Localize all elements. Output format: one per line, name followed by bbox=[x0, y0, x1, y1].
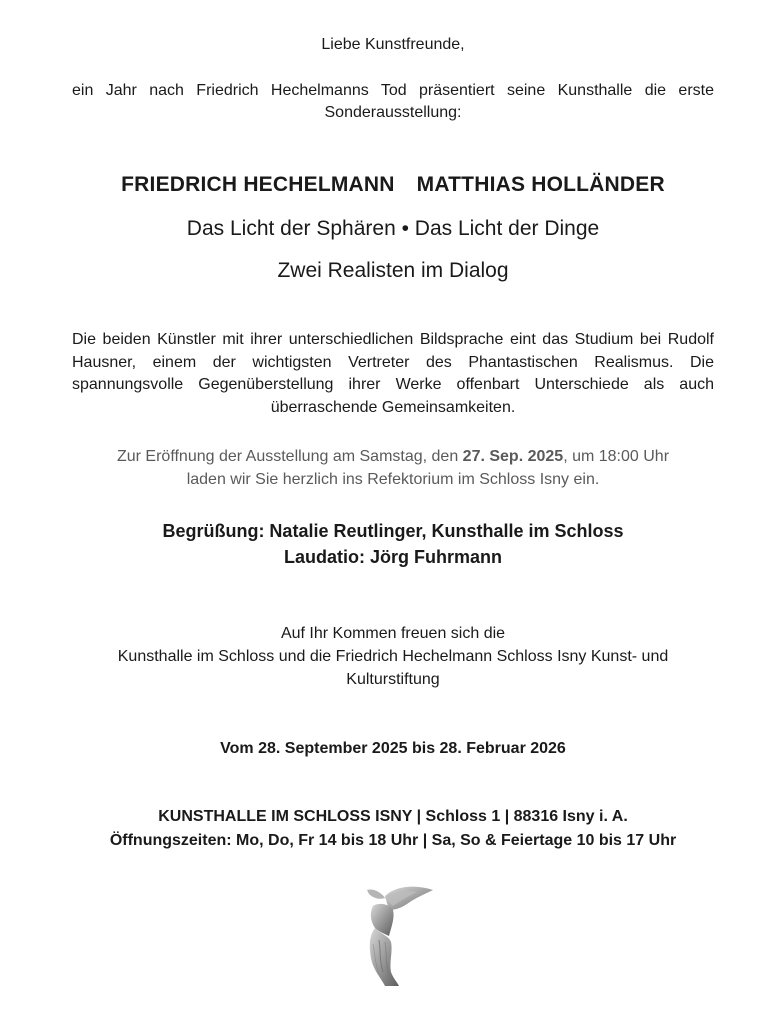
exhibition-tagline: Zwei Realisten im Dialog bbox=[277, 259, 509, 282]
exhibition-dates: Vom 28. September 2025 bis 28. Februar 2026 bbox=[220, 740, 566, 757]
artist-names bbox=[72, 170, 714, 200]
address-line: KUNSTHALLE IM SCHLOSS ISNY | Schloss 1 | 88316 Isny i. A. bbox=[158, 808, 628, 825]
welcome-speaker: Begrüßung: Natalie Reutlinger, Kunsthalle im Schloss bbox=[162, 521, 624, 541]
closing-line-1: Auf Ihr Kommen freuen sich die bbox=[280, 625, 506, 642]
opening-date: 27. Sep. 2025 bbox=[462, 448, 564, 465]
artist-name-hechelmann: FRIEDRICH HECHELMANN bbox=[121, 173, 395, 196]
artist-name-hollaender: MATTHIAS HOLLÄNDER bbox=[416, 173, 665, 196]
winged-statue-icon bbox=[355, 884, 435, 988]
exhibition-subtitle: Das Licht der Sphären • Das Licht der Dinge bbox=[186, 217, 600, 240]
opening-time: , um 18:00 Uhr bbox=[563, 448, 670, 465]
greeting: Liebe Kunstfreunde, bbox=[321, 36, 465, 53]
closing-line-2: Kunsthalle im Schloss und die Friedrich Hechelmann Schloss Isny Kunst- und Kulturstiftung bbox=[117, 648, 669, 688]
intro-text: ein Jahr nach Friedrich Hechelmanns Tod präsentiert seine Kunsthalle die erste Sonderausstellung: bbox=[72, 82, 714, 121]
venue-address bbox=[72, 805, 714, 853]
exhibition-description: Die beiden Künstler mit ihrer unterschiedlichen Bildsprache eint das Studium bei Rudolf Hausner, einem der wichtigsten Vertreter des Phantastischen Realismus. Die spannungsvolle Gegenüberstellung ihrer Werke offenbart Unterschiede als auch überraschende Gemeinsamkeiten. bbox=[72, 331, 714, 416]
opening-line-1 bbox=[72, 445, 714, 468]
opening-info bbox=[72, 445, 714, 491]
opening-hours: Öffnungszeiten: Mo, Do, Fr 14 bis 18 Uhr | Sa, So & Feiertage 10 bis 17 Uhr bbox=[109, 832, 677, 849]
speakers bbox=[72, 518, 714, 570]
opening-line-2: laden wir Sie herzlich ins Refektorium im Schloss Isny ein. bbox=[186, 471, 600, 488]
laudatio-speaker: Laudatio: Jörg Fuhrmann bbox=[284, 547, 502, 567]
closing-greeting bbox=[72, 622, 714, 691]
opening-text-before: Zur Eröffnung der Ausstellung am Samstag, den bbox=[116, 448, 463, 465]
